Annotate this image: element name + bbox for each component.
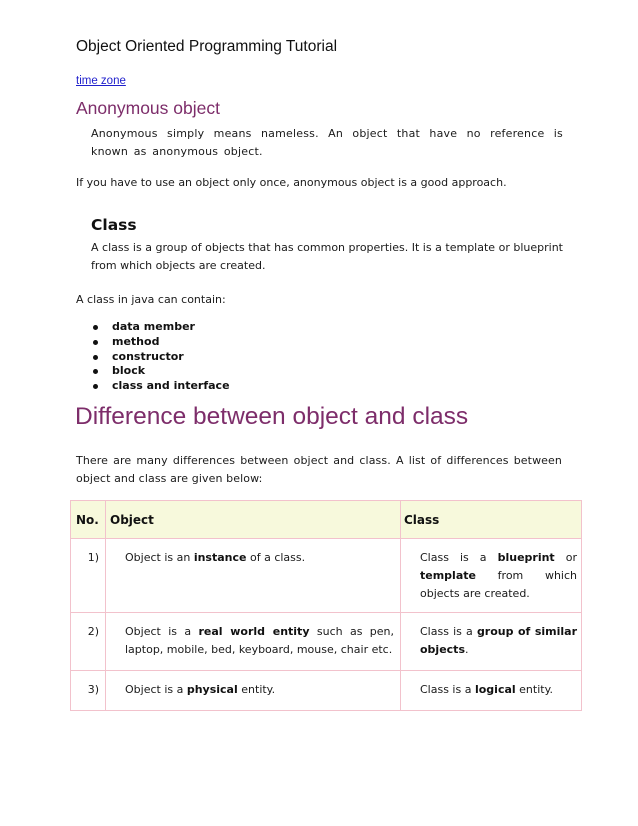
list-item: block <box>93 364 230 379</box>
time-zone-link[interactable]: time zone <box>76 75 126 87</box>
bullet-icon <box>93 369 98 374</box>
list-item: method <box>93 335 230 350</box>
list-item: class and interface <box>93 379 230 394</box>
list-item: data member <box>93 320 230 335</box>
object-cell: Object is a physical entity. <box>106 671 401 711</box>
class-cell: Class is a logical entity. <box>401 671 582 711</box>
row-number: 1) <box>71 539 106 613</box>
class-cell: Class is a blueprint or template from which objects are created. <box>401 539 582 613</box>
class-cell: Class is a group of similar objects. <box>401 613 582 671</box>
comparison-table <box>70 500 582 711</box>
header-class: Class <box>401 501 582 539</box>
row-number: 2) <box>71 613 106 671</box>
anonymous-object-heading: Anonymous object <box>76 98 220 118</box>
list-item: constructor <box>93 350 230 365</box>
class-heading: Class <box>91 216 137 234</box>
table-row <box>71 539 582 613</box>
difference-intro: There are many differences between object and class. A list of differences between object and class are given below: <box>76 454 562 485</box>
table-row <box>71 671 582 711</box>
class-contents-intro: A class in java can contain: <box>76 293 226 306</box>
anonymous-object-usage: If you have to use an object only once, anonymous object is a good approach. <box>76 176 507 189</box>
table-header-row <box>71 501 582 539</box>
object-cell: Object is an instance of a class. <box>106 539 401 613</box>
object-cell: Object is a real world entity such as pen, laptop, mobile, bed, keyboard, mouse, chair etc. <box>106 613 401 671</box>
class-description: A class is a group of objects that has common properties. It is a template or blueprint from which objects are created. <box>91 241 563 272</box>
bullet-icon <box>93 340 98 345</box>
anonymous-object-description: Anonymous simply means nameless. An object that have no reference is known as anonymous object. <box>91 127 563 158</box>
bullet-icon <box>93 355 98 360</box>
row-number: 3) <box>71 671 106 711</box>
document-title: Object Oriented Programming Tutorial <box>76 38 338 55</box>
bullet-icon <box>93 325 98 330</box>
difference-heading: Difference between object and class <box>75 403 469 430</box>
bullet-icon <box>93 384 98 389</box>
header-object: Object <box>106 501 401 539</box>
header-no: No. <box>71 501 106 539</box>
class-contents-list <box>93 320 230 394</box>
table-row <box>71 613 582 671</box>
